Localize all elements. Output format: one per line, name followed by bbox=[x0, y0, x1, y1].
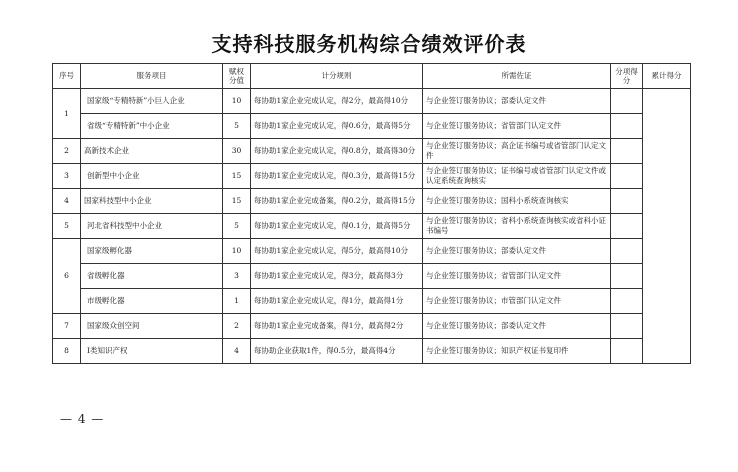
evidence: 与企业签订服务协议；部委认定文件 bbox=[423, 89, 611, 114]
row-number: 5 bbox=[53, 214, 81, 239]
page-number: — 4 — bbox=[60, 412, 105, 426]
item-score-cell bbox=[611, 189, 643, 214]
scoring-rule: 每协助1家企业完成认定，得0.3分，最高得15分 bbox=[251, 164, 423, 189]
evidence: 与企业签订服务协议；省管部门认定文件 bbox=[423, 114, 611, 139]
service-item: 创新型中小企业 bbox=[81, 164, 223, 189]
weight-score: 10 bbox=[223, 89, 251, 114]
table-row bbox=[53, 289, 691, 314]
item-score-cell bbox=[611, 289, 643, 314]
header-no: 序号 bbox=[53, 64, 81, 89]
service-item: I类知识产权 bbox=[81, 339, 223, 364]
service-item: 省级孵化器 bbox=[81, 264, 223, 289]
evidence: 与企业签订服务协议；部委认定文件 bbox=[423, 239, 611, 264]
scoring-rule: 每协助1家企业完成认定，得1分，最高得1分 bbox=[251, 289, 423, 314]
item-score-cell bbox=[611, 139, 643, 164]
evidence: 与企业签订服务协议；知识产权证书复印件 bbox=[423, 339, 611, 364]
table-row bbox=[53, 89, 691, 114]
table-row bbox=[53, 164, 691, 189]
table-row bbox=[53, 339, 691, 364]
weight-score: 5 bbox=[223, 114, 251, 139]
item-score-cell bbox=[611, 164, 643, 189]
service-item: 国家科技型中小企业 bbox=[81, 189, 223, 214]
weight-score: 4 bbox=[223, 339, 251, 364]
row-number: 6 bbox=[53, 239, 81, 314]
evaluation-table bbox=[52, 63, 691, 364]
scoring-rule: 每协助1家企业完成认定，得3分，最高得3分 bbox=[251, 264, 423, 289]
item-score-cell bbox=[611, 314, 643, 339]
table-row bbox=[53, 214, 691, 239]
header-rule: 计分规则 bbox=[251, 64, 423, 89]
table-row bbox=[53, 114, 691, 139]
table-row bbox=[53, 264, 691, 289]
item-score-cell bbox=[611, 264, 643, 289]
item-score-cell bbox=[611, 114, 643, 139]
scoring-rule: 每协助1家企业完成备案，得1分，最高得2分 bbox=[251, 314, 423, 339]
header-item-score: 分项得分 bbox=[611, 64, 643, 89]
row-number: 1 bbox=[53, 89, 81, 139]
weight-score: 3 bbox=[223, 264, 251, 289]
row-number: 2 bbox=[53, 139, 81, 164]
evidence: 与企业签订服务协议；证书编号或省管部门认定文件或认定系统查询核实 bbox=[423, 164, 611, 189]
evidence: 与企业签订服务协议；省科小系统查询核实或省科小证书编号 bbox=[423, 214, 611, 239]
weight-score: 2 bbox=[223, 314, 251, 339]
weight-score: 15 bbox=[223, 189, 251, 214]
item-score-cell bbox=[611, 239, 643, 264]
table-row bbox=[53, 239, 691, 264]
service-item: 国家级“专精特新”小巨人企业 bbox=[81, 89, 223, 114]
scoring-rule: 每协助1家企业完成认定，得0.1分，最高得5分 bbox=[251, 214, 423, 239]
service-item: 国家级孵化器 bbox=[81, 239, 223, 264]
service-item: 国家级众创空间 bbox=[81, 314, 223, 339]
table-row bbox=[53, 139, 691, 164]
scoring-rule: 每协助1家企业完成认定，得0.8分，最高得30分 bbox=[251, 139, 423, 164]
header-evidence: 所需佐证 bbox=[423, 64, 611, 89]
evidence: 与企业签订服务协议；省管部门认定文件 bbox=[423, 264, 611, 289]
item-score-cell bbox=[611, 89, 643, 114]
evidence: 与企业签订服务协议；市管部门认定文件 bbox=[423, 289, 611, 314]
row-number: 3 bbox=[53, 164, 81, 189]
scoring-rule: 每协助1家企业完成认定，得2分，最高得10分 bbox=[251, 89, 423, 114]
item-score-cell bbox=[611, 214, 643, 239]
evidence: 与企业签订服务协议；高企证书编号或省管部门认定文件 bbox=[423, 139, 611, 164]
total-score-cell bbox=[643, 89, 691, 364]
weight-score: 30 bbox=[223, 139, 251, 164]
header-total-score: 累计得分 bbox=[643, 64, 691, 89]
scoring-rule: 每协助1家企业完成认定，得5分，最高得10分 bbox=[251, 239, 423, 264]
scoring-rule: 每协助1家企业完成备案，得0.2分，最高得15分 bbox=[251, 189, 423, 214]
page-title: 支持科技服务机构综合绩效评价表 bbox=[211, 32, 527, 56]
scoring-rule: 每协助1家企业完成认定，得0.6分，最高得5分 bbox=[251, 114, 423, 139]
header-item: 服务项目 bbox=[81, 64, 223, 89]
row-number: 7 bbox=[53, 314, 81, 339]
evidence: 与企业签订服务协议；国科小系统查询核实 bbox=[423, 189, 611, 214]
scoring-rule: 每协助企业获取1件，得0.5分，最高得4分 bbox=[251, 339, 423, 364]
service-item: 河北省科技型中小企业 bbox=[81, 214, 223, 239]
evidence: 与企业签订服务协议；部委认定文件 bbox=[423, 314, 611, 339]
row-number: 4 bbox=[53, 189, 81, 214]
weight-score: 1 bbox=[223, 289, 251, 314]
weight-score: 5 bbox=[223, 214, 251, 239]
table-row bbox=[53, 189, 691, 214]
row-number: 8 bbox=[53, 339, 81, 364]
weight-score: 10 bbox=[223, 239, 251, 264]
weight-score: 15 bbox=[223, 164, 251, 189]
service-item: 高新技术企业 bbox=[81, 139, 223, 164]
table-row bbox=[53, 314, 691, 339]
service-item: 市级孵化器 bbox=[81, 289, 223, 314]
header-score: 赋权分值 bbox=[223, 64, 251, 89]
service-item: 省级“专精特新”中小企业 bbox=[81, 114, 223, 139]
item-score-cell bbox=[611, 339, 643, 364]
